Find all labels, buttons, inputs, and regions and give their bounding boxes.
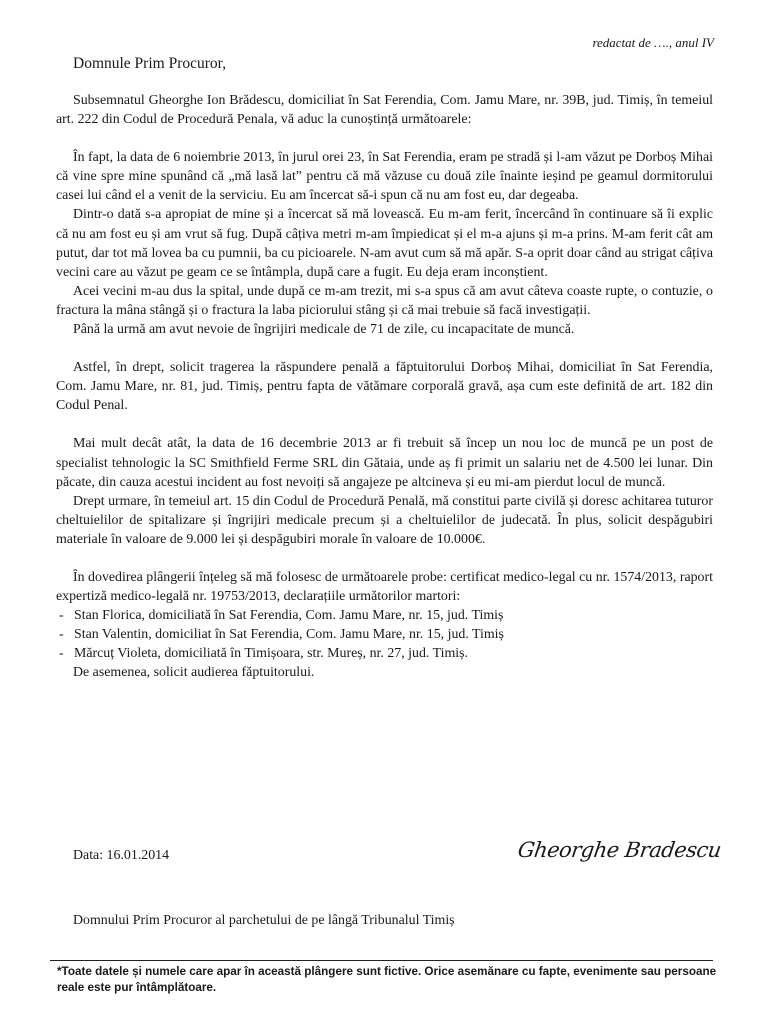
- author-note: redactat de …., anul IV: [592, 35, 714, 50]
- footnote-divider: [50, 960, 713, 961]
- paragraph-facts-2: Dintr-o dată s-a apropiat de mine și a încercat să mă lovească. Eu m-am ferit, încercând în continuare să îi explic că nu am fost eu și am vrut să fug. După câțiva metri m-am împiedicat și el m-a ajuns și m-a prins. M-am ferit cât am putut, dar tot mă lovea ba cu pumnii, ba cu picioarele. N-am avut cum să mă apăr. S-a oprit doar când au strigat câțiva vecini care au văzut pe geam ce se întâmpla, după care a fugit. Eu deja eram inconștient.: [56, 207, 713, 280]
- witness-2: Stan Valentin, domiciliat în Sat Ferendia, Com. Jamu Mare, nr. 15, jud. Timiș: [74, 627, 504, 643]
- list-item: - Stan Valentin, domiciliat în Sat Ferendia, Com. Jamu Mare, nr. 15, jud. Timiș: [59, 627, 504, 643]
- paragraph-damages-1: Mai mult decât atât, la data de 16 decembrie 2013 ar fi trebuit să încep un nou loc de muncă pe un post de specialist tehnologic la SC Smithfield Ferme SRL din Gătaia, unde aș fi primit un salariu net de 4.500 lei lunar. Din păcate, din cauza acestui incident au fost nevoiți să angajeze pe altcineva și eu mi-am pierdut locul de muncă.: [56, 436, 713, 490]
- paragraph-intro: Subsemnatul Gheorghe Ion Brădescu, domiciliat în Sat Ferendia, Com. Jamu Mare, nr. 39B, jud. Timiș, în temeiul art. 222 din Codul de Procedură Penala, vă aduc la cunoștință următoarele:: [56, 93, 713, 128]
- paragraph-facts-3: Acei vecini m-au dus la spital, unde după ce m-am trezit, mi s-a spus că am avut câteva coaste rupte, o contuzie, o fractura la mâna stângă și o fractura la laba piciorului stâng și că mai trebuie să facă investigații.: [56, 283, 713, 318]
- letter-body: [56, 91, 713, 683]
- addressee-line: Domnului Prim Procuror al parchetului de pe lângă Tribunalul Timiș: [73, 913, 455, 928]
- paragraph-evidence: În dovedirea plângerii înțeleg să mă folosesc de următoarele probe: certificat medico-legal cu nr. 1574/2013, raport expertiză medico-legală nr. 19753/2013, declarațiile următorilor martori:: [56, 569, 713, 605]
- disclaimer-footnote: *Toate datele și numele care apar în această plângere sunt fictive. Orice asemănare cu fapte, evenimente sau persoane reale este pur întâmplătoare.: [57, 965, 717, 994]
- list-item: - Mărcuț Violeta, domiciliată în Timișoara, str. Mureș, nr. 27, jud. Timiș.: [59, 646, 469, 662]
- paragraph-hearing: De asemenea, solicit audierea făptuitorului.: [73, 665, 315, 681]
- witness-3: Mărcuț Violeta, domiciliată în Timișoara, str. Mureș, nr. 27, jud. Timiș.: [74, 646, 469, 662]
- date-line: Data: 16.01.2014: [73, 848, 170, 863]
- paragraph-facts-4: Până la urmă am avut nevoie de îngrijiri medicale de 71 de zile, cu incapacitate de muncă.: [73, 322, 575, 338]
- paragraph-damages-2: Drept urmare, în temeiul art. 15 din Codul de Procedură Penală, mă constitui parte civilă și doresc achitarea tuturor cheltuielilor de spitalizare și îngrijiri medicale precum și a cheltuielilor de judecată. În plus, solicit despăgubiri materiale în valoare de 9.000 lei și despăgubiri morale în valoare de 10.000€.: [56, 493, 713, 547]
- salutation: Domnule Prim Procuror,: [73, 55, 227, 72]
- list-item: - Stan Florica, domiciliată în Sat Ferendia, Com. Jamu Mare, nr. 15, jud. Timiș: [59, 608, 504, 624]
- witness-1: Stan Florica, domiciliată în Sat Ferendia, Com. Jamu Mare, nr. 15, jud. Timiș: [74, 608, 504, 624]
- signature: Gheorghe Bradescu: [516, 838, 723, 862]
- paragraph-facts-1: În fapt, la data de 6 noiembrie 2013, în jurul orei 23, în Sat Ferendia, eram pe stradă și l-am văzut pe Dorboș Mihai că vine spre mine spunând că „mă lasă lat” pentru că mă văzuse cu două zile înainte ieșind pe geamul dormitorului casei lui când el a venit de la serviciu. Eu am încercat să-i spun că nu am fost eu, dar degeaba.: [56, 150, 713, 204]
- paragraph-law: Astfel, în drept, solicit tragerea la răspundere penală a făptuitorului Dorboș Mihai, domiciliat în Sat Ferendia, Com. Jamu Mare, nr. 81, jud. Timiș, pentru fapta de vătămare corporală gravă, așa cum este definită de art. 182 din Codul Penal.: [56, 360, 713, 414]
